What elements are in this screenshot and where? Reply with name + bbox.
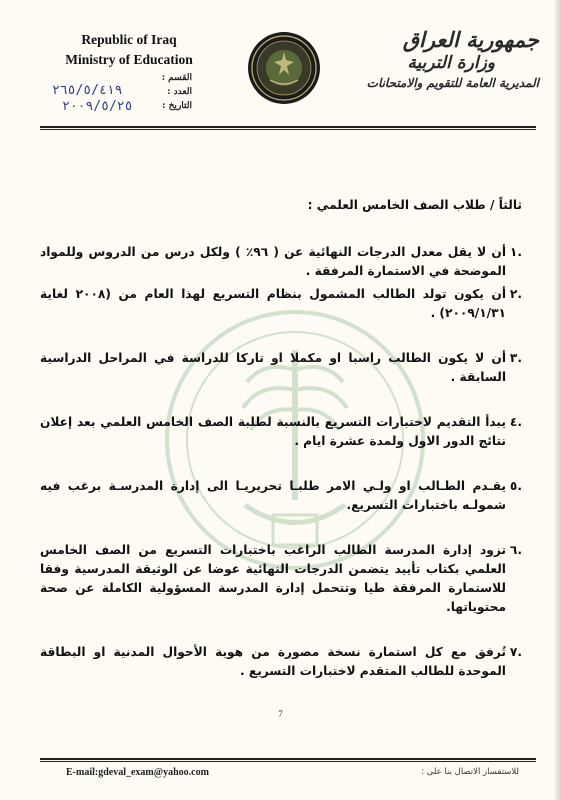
item-number: .٢ xyxy=(509,287,522,301)
item-number: .٣ xyxy=(509,351,522,365)
reference-fields xyxy=(52,73,192,115)
item-text: يقـدم الطـالب او ولـي الامر طلبـا تحريريـا الى إدارة المدرسـة برغب فيه شمولـه باختبارات التسريع. xyxy=(40,479,506,512)
reference-number: ٢٦٥/٥/٤١٩ xyxy=(52,83,123,98)
arabic-letterhead xyxy=(339,28,539,92)
list-item xyxy=(40,477,522,515)
date-label: التاريخ : xyxy=(162,101,192,111)
english-letterhead xyxy=(44,30,214,70)
directorate-name-ar: المديرية العامة للتقويم والامتحانات xyxy=(366,76,539,90)
header-divider-thin xyxy=(40,129,536,130)
section-title: ثالثاً / طلاب الصف الخامس العلمي : xyxy=(307,198,522,212)
ministry-seal-icon xyxy=(246,30,322,106)
item-text: أن لا يقل معدل الدرجات النهائية عن ( ٩٦٪ ) ولكل درس من الدروس وللمواد الموضحة في الاستمارة المرفقة . xyxy=(40,245,506,278)
ministry-name-en: Ministry of Education xyxy=(65,52,193,67)
ministry-name-ar: وزارة التربية xyxy=(407,53,495,73)
page-number: 7 xyxy=(278,709,283,719)
item-text: يبدأ التقديم لاختبارات التسريع بالنسبة لطلبة الصف الخامس العلمي بعد إعلان نتائج الدور الاول ولمدة عشرة ايام . xyxy=(40,415,506,448)
date-field xyxy=(52,101,192,115)
list-item xyxy=(40,541,522,617)
reference-date: ٢٠٠٩/٥/٢٥ xyxy=(62,99,133,114)
page-edge xyxy=(555,0,561,800)
list-item xyxy=(40,413,522,451)
header-divider xyxy=(40,126,536,128)
list-item xyxy=(40,643,522,681)
item-text: تُرفق مع كل استمارة نسخة مصورة من هوية الأحوال المدنية او البطاقة الموحدة للطالب المتقدم لاختبارات التسريع . xyxy=(40,645,506,678)
item-text: أن لا يكون الطالب راسبا او مكملا او تاركا للدراسة في المراحل الدراسية السابقة . xyxy=(40,351,506,384)
document-body xyxy=(40,196,532,707)
section-label: القسم : xyxy=(161,73,192,83)
footer-divider xyxy=(40,758,536,760)
item-number: .٤ xyxy=(509,415,522,429)
list-item xyxy=(40,349,522,387)
footer-contact: للاستفسار الاتصال بنا على : xyxy=(421,767,519,777)
number-label: العدد : xyxy=(167,87,192,97)
item-number: .١ xyxy=(509,245,522,259)
item-number: .٦ xyxy=(509,543,522,557)
item-number: .٧ xyxy=(509,645,522,659)
country-name-en: Republic of Iraq xyxy=(81,32,177,47)
item-text: أن يكون تولد الطالب المشمول بنظام التسريع لهذا العام من (٢٠٠٨ لغاية ٢٠٠٩/١/٣١) . xyxy=(40,287,506,320)
country-name-ar: جمهورية العراق xyxy=(402,27,539,52)
footer-divider-thin xyxy=(40,761,536,762)
item-text: تزود إدارة المدرسة الطالب الراغب باختبارات التسريع من الصف الخامس العلمي بكتاب تأييد يتضمن الدرجات النهائية عوضا عن الوثيقة المدرسية وفقا للاستمارة المرفقة طيا وتتحمل إدارة المدرسة المسؤولية الكاملة عن صحة محتوياتها. xyxy=(40,543,506,614)
item-number: .٥ xyxy=(509,479,522,493)
list-item xyxy=(40,243,522,281)
footer-email: E-mail:gdeval_exam@yahoo.com xyxy=(66,767,209,778)
list-item xyxy=(40,285,522,323)
